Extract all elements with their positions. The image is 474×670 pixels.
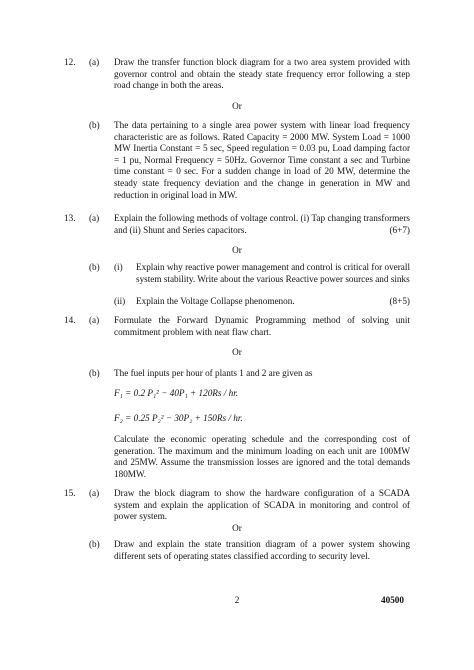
part-label: (b) (89, 262, 100, 272)
fuel-equation-1 (114, 387, 238, 399)
question-text: Calculate the economic operating schedule and the corresponding cost of generation. The maximum and the minimum loading on each unit are 100MW and 25MW. Assume the transmission losses are ignored and the total demands 180MW. (114, 434, 410, 479)
fuel-equation-2 (114, 412, 243, 424)
paper-code: 40500 (381, 595, 404, 605)
question-number: 12. (64, 57, 76, 67)
equation-text: F₂ = 0.25 P₂² − 30P₂ + 150Rs / hr. (114, 413, 243, 423)
or-separator: Or (232, 101, 242, 111)
part-label: (a) (89, 315, 100, 325)
part-label: (b) (89, 368, 100, 378)
marks: (8+5) (389, 296, 410, 306)
question-text: Draw and explain the state transition diagram of a power system showing different sets of operating states classified according to security level. (114, 539, 410, 561)
subpart-label: (ii) (114, 296, 126, 306)
part-label: (a) (89, 57, 100, 67)
question-number: 14. (64, 315, 76, 325)
question-number: 15. (64, 488, 76, 498)
part-label: (b) (89, 120, 100, 130)
subpart-label: (i) (114, 262, 123, 272)
question-text: Draw the transfer function block diagram for a two area system provided with governor control and obtain the steady state frequency error following a step road change in both the areas. (114, 57, 410, 91)
equation-text: F₁ = 0.2 P₁² − 40P₁ + 120Rs / hr. (114, 388, 239, 398)
question-text: Explain the following methods of voltage control. (i) Tap changing transformers and (ii) Shunt and Series capacitors. (114, 213, 410, 235)
question-number: 13. (64, 213, 76, 223)
marks: (6+7) (389, 225, 410, 235)
question-text: Explain why reactive power management and control is critical for overall system stability. Write about the various Reactive power sources and sinks (136, 262, 410, 284)
page-number: 2 (234, 595, 240, 605)
question-text: The fuel inputs per hour of plants 1 and 2 are given as (114, 368, 313, 378)
or-separator: Or (232, 245, 242, 255)
part-label: (b) (89, 539, 100, 549)
part-label: (a) (89, 213, 100, 223)
question-text: The data pertaining to a single area power system with linear load frequency characteristic are as follows. Rated Capacity = 2000 MW. System Load = 1000 MW Inertia Constant = 5 sec, Speed regulation = 0.03 pu, Load damping factor = 1 pu, Normal Frequency = 50Hz. Governor Time constant a sec and Turbine time constant = 0 sec. For a sudden change in load of 20 MW, determine the steady state frequency deviation and the change in generation in MW and reduction in original load in MW. (114, 120, 410, 200)
or-separator: Or (232, 347, 242, 357)
question-text: Explain the Voltage Collapse phenomenon. (136, 296, 295, 306)
question-text: Draw the block diagram to show the hardware configuration of a SCADA system and explain the application of SCADA in monitoring and control of power system. (114, 488, 410, 522)
question-text: Formulate the Forward Dynamic Programming method of solving unit commitment problem with neat flaw chart. (114, 315, 410, 337)
or-separator: Or (232, 523, 242, 533)
part-label: (a) (89, 488, 100, 498)
